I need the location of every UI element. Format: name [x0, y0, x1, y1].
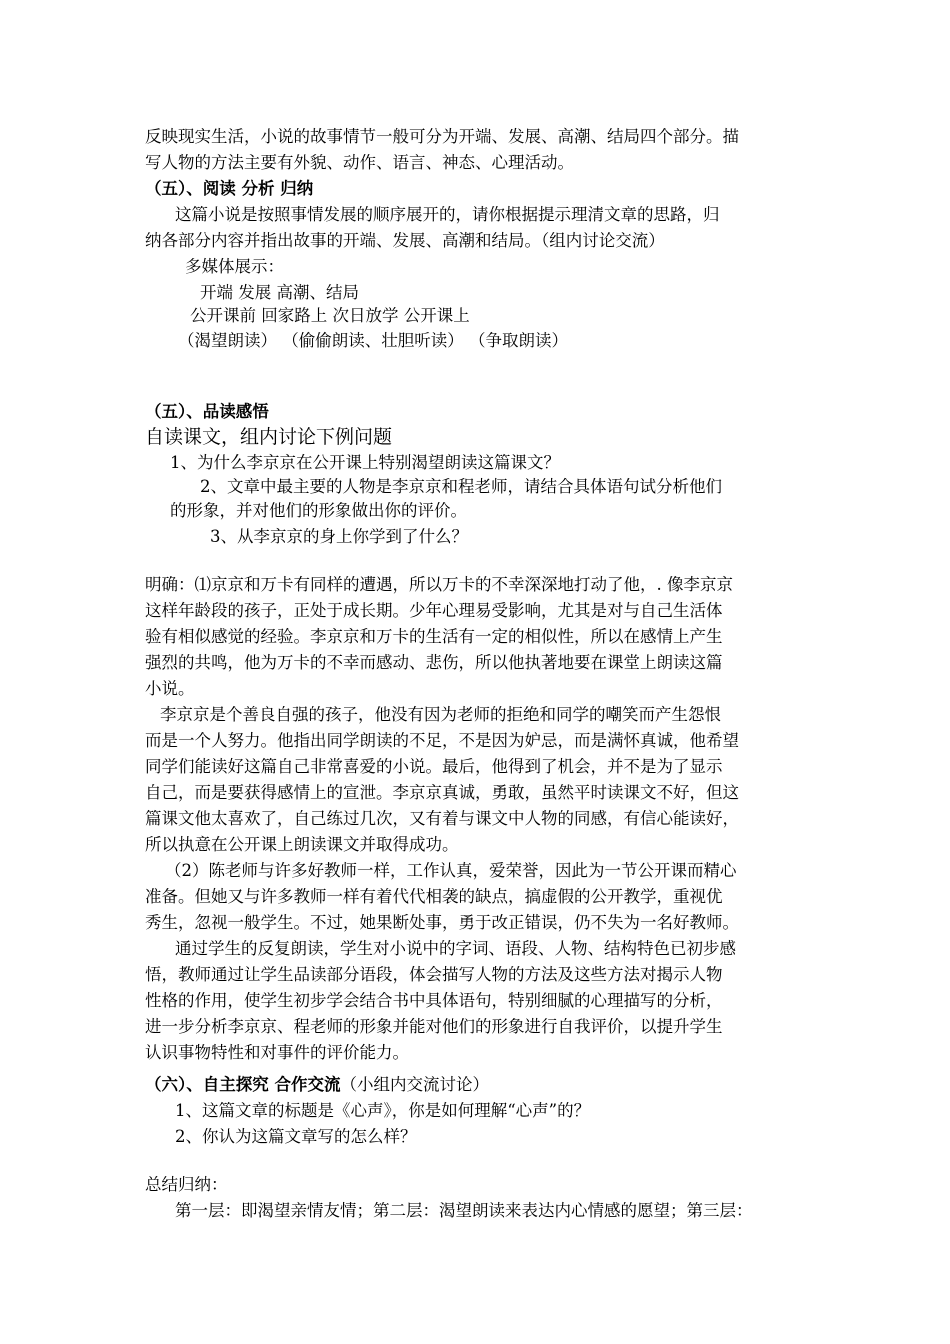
- text-line: 性格的作用，使学生初步学会结合书中具体语句，特别细腻的心理描写的分析，: [145, 991, 723, 1010]
- text-line: 公开课前 回家路上 次日放学 公开课上: [190, 306, 470, 325]
- text-line: 悟，教师通过让学生品读部分语段，体会描写人物的方法及这些方法对揭示人物: [145, 965, 723, 984]
- text-line: 进一步分析李京京、程老师的形象并能对他们的形象进行自我评价，以提升学生: [145, 1017, 723, 1036]
- text-line: （2）陈老师与许多好教师一样，工作认真，爱荣誉，因此为一节公开课而精心: [165, 861, 737, 880]
- question-line: 3、从李京京的身上你学到了什么？: [210, 527, 468, 546]
- text-line: 反映现实生活，小说的故事情节一般可分为开端、发展、高潮、结局四个部分。描: [145, 127, 739, 146]
- text-line: 写人物的方法主要有外貌、动作、语言、神态、心理活动。: [145, 153, 574, 172]
- text-line: 所以执意在公开课上朗读课文并取得成功。: [145, 835, 459, 854]
- section-note: （小组内交流讨论）: [340, 1075, 489, 1094]
- text-line: 总结归纳：: [145, 1175, 228, 1194]
- text-line: 开端 发展 高潮、结局: [200, 283, 359, 302]
- text-line: 同学们能读好这篇自己非常喜爱的小说。最后，他得到了机会，并不是为了显示: [145, 757, 723, 776]
- text-line: 准备。但她又与许多教师一样有着代代相袭的缺点，搞虚假的公开教学，重视优: [145, 887, 723, 906]
- text-line: 验有相似感觉的经验。李京京和万卡的生活有一定的相似性，所以在感情上产生: [145, 627, 723, 646]
- section-heading: （五）、品读感悟: [145, 402, 269, 421]
- text-line: 认识事物特性和对事件的评价能力。: [145, 1043, 409, 1062]
- section-heading: （五）、阅读 分析 归纳: [145, 179, 314, 198]
- text-line: 多媒体展示：: [185, 257, 284, 276]
- text-line: 强烈的共鸣，他为万卡的不幸而感动、悲伤，所以他执著地要在课堂上朗读这篇: [145, 653, 723, 672]
- question-line: 2、文章中最主要的人物是李京京和程老师，请结合具体语句试分析他们: [200, 477, 722, 496]
- question-line: 1、为什么李京京在公开课上特别渴望朗读这篇课文？: [170, 453, 560, 472]
- text-line: 这篇小说是按照事情发展的顺序展开的，请你根据提示理清文章的思路，归: [175, 205, 720, 224]
- text-line: 小说。: [145, 679, 195, 698]
- text-line: 明确：⑴京京和万卡有同样的遭遇，所以万卡的不幸深深地打动了他，. 像李京京: [145, 575, 733, 594]
- question-line: 的形象，并对他们的形象做出你的评价。: [170, 501, 467, 520]
- text-line: 李京京是个善良自强的孩子，他没有因为老师的拒绝和同学的嘲笑而产生怨恨: [160, 705, 721, 724]
- text-line: 秀生，忽视一般学生。不过，她果断处事，勇于改正错误，仍不失为一名好教师。: [145, 913, 739, 932]
- text-line: 纳各部分内容并指出故事的开端、发展、高潮和结局。（组内讨论交流）: [145, 231, 665, 250]
- text-line: （渴望朗读） （偷偷朗读、壮胆听读） （争取朗读）: [178, 331, 568, 350]
- text-line: 而是一个人努力。他指出同学朗读的不足，不是因为妒忌，而是满怀真诚，他希望: [145, 731, 739, 750]
- text-line: 自己，而是要获得感情上的宣泄。李京京真诚，勇敢，虽然平时读课文不好，但这: [145, 783, 739, 802]
- text-line: 第一层：即渴望亲情友情；第二层：渴望朗读来表达内心情感的愿望；第三层：: [175, 1201, 753, 1220]
- section-heading-row: [145, 1072, 489, 1098]
- text-line: 通过学生的反复朗读，学生对小说中的字词、语段、人物、结构特色已初步感: [175, 939, 736, 958]
- question-line: 2、你认为这篇文章写的怎么样？: [175, 1127, 417, 1146]
- text-line: 自读课文，组内讨论下例问题: [145, 426, 393, 448]
- section-heading: （六）、自主探究 合作交流: [145, 1075, 341, 1094]
- question-line: 1、这篇文章的标题是《心声》，你是如何理解“心声”的？: [175, 1101, 591, 1120]
- text-line: 篇课文他太喜欢了，自己练过几次，又有着与课文中人物的同感，有信心能读好，: [145, 809, 739, 828]
- text-line: 这样年龄段的孩子，正处于成长期。少年心理易受影响，尤其是对与自己生活体: [145, 601, 723, 620]
